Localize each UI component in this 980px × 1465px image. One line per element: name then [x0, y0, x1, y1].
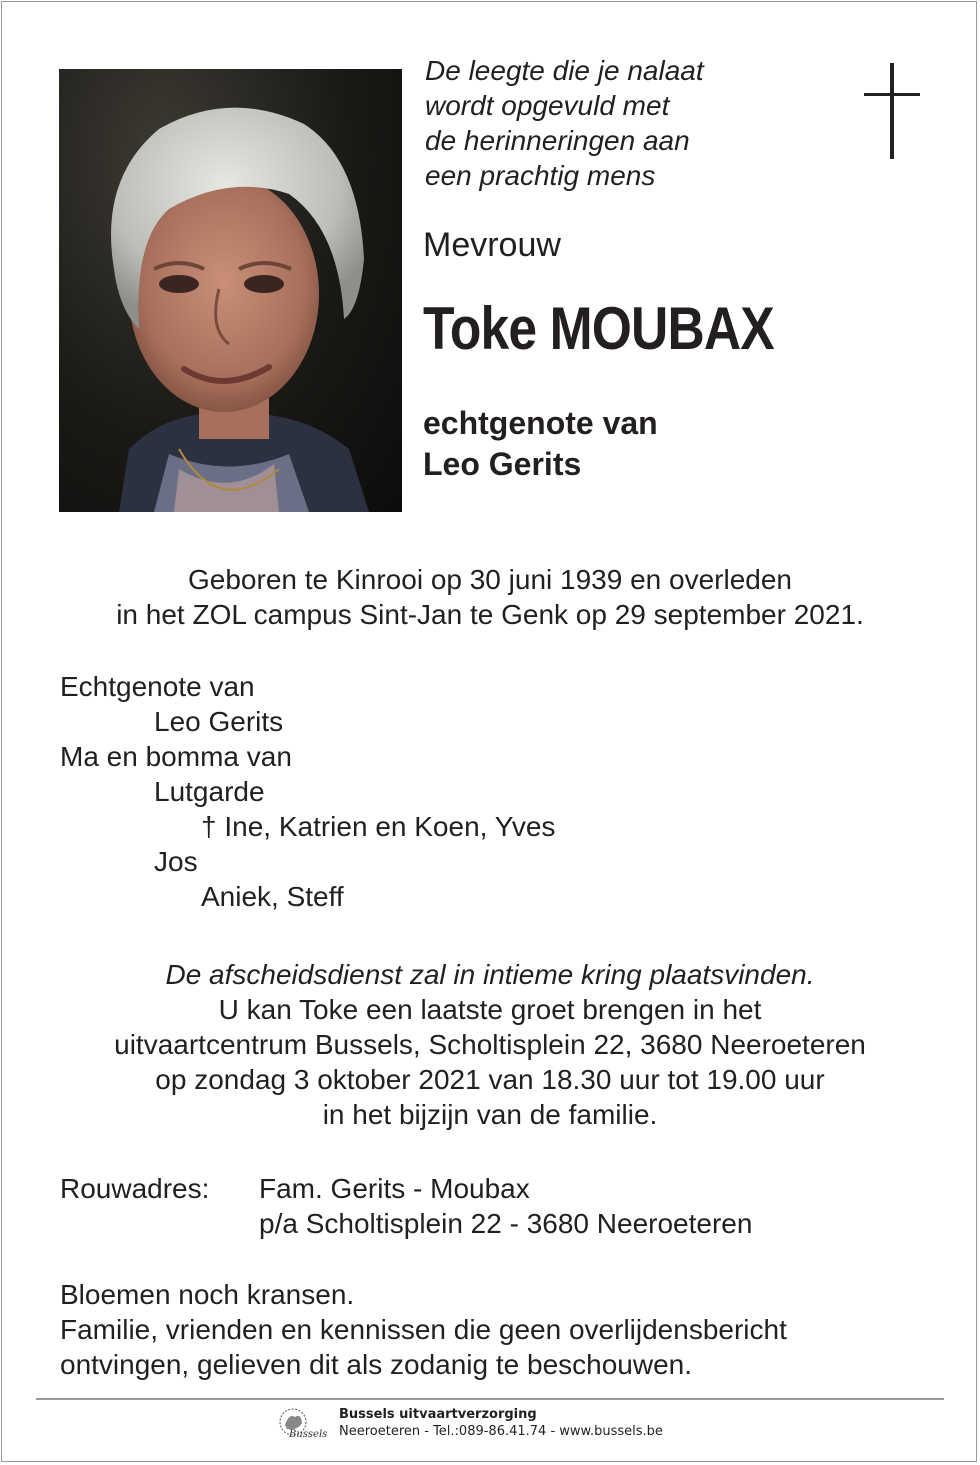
poem-line: De leegte die je nalaat	[425, 55, 704, 86]
company-name: Bussels uitvaartverzorging	[339, 1407, 537, 1422]
death-line: in het ZOL campus Sint-Jan te Genk op 29 september 2021.	[116, 599, 864, 630]
poem-line: de herinneringen aan	[425, 125, 690, 156]
notes-line: Familie, vrienden en kennissen die geen overlijdensbericht	[60, 1314, 787, 1345]
birth-line: Geboren te Kinrooi op 30 juni 1939 en overleden	[188, 564, 792, 595]
service-intro: De afscheidsdienst zal in intieme kring plaatsvinden.	[165, 959, 815, 990]
closing-notes	[60, 1277, 787, 1382]
family-spouse-name: Leo Gerits	[154, 706, 284, 737]
family-child: Lutgarde	[154, 776, 265, 807]
deceased-title: Mevrouw	[423, 226, 561, 264]
family-child: Jos	[154, 846, 198, 877]
family-grandchildren: † Ine, Katrien en Koen, Yves	[201, 811, 556, 842]
footer-divider	[36, 1398, 944, 1400]
service-line: uitvaartcentrum Bussels, Scholtisplein 22, 3680 Neeroeteren	[114, 1029, 866, 1060]
family-grandchildren: Aniek, Steff	[201, 881, 344, 912]
spouse-name: Leo Gerits	[423, 446, 582, 482]
address-line: p/a Scholtisplein 22 - 3680 Neeroeteren	[259, 1208, 753, 1239]
logo-text: Bussels	[289, 1429, 328, 1440]
address-value	[259, 1171, 752, 1241]
service-line: U kan Toke een laatste groet brengen in het	[218, 994, 762, 1025]
cross-icon	[862, 63, 922, 159]
deceased-name: Toke MOUBAX	[423, 295, 774, 362]
family-list	[60, 669, 555, 914]
service-info	[0, 957, 980, 1132]
birth-death-text	[0, 562, 980, 632]
poem-line: een prachtig mens	[425, 160, 656, 191]
family-spouse-label: Echtgenote van	[60, 671, 255, 702]
portrait-photo	[59, 69, 402, 512]
notes-line: Bloemen noch kransen.	[60, 1279, 355, 1310]
bussels-logo	[275, 1407, 331, 1441]
poem	[425, 53, 704, 193]
address-label: Rouwadres:	[60, 1173, 210, 1204]
address-line: Fam. Gerits - Moubax	[259, 1173, 530, 1204]
service-line: in het bijzijn van de familie.	[322, 1099, 658, 1130]
spouse-relation: echtgenote van	[423, 405, 658, 441]
spouse-heading	[423, 403, 658, 485]
poem-line: wordt opgevuld met	[425, 90, 670, 121]
company-contact: Neeroeteren - Tel.:089-86.41.74 - www.bussels.be	[339, 1424, 663, 1439]
notes-line: ontvingen, gelieven dit als zodanig te beschouwen.	[60, 1349, 692, 1380]
service-line: op zondag 3 oktober 2021 van 18.30 uur tot 19.00 uur	[155, 1064, 825, 1095]
family-children-label: Ma en bomma van	[60, 741, 292, 772]
